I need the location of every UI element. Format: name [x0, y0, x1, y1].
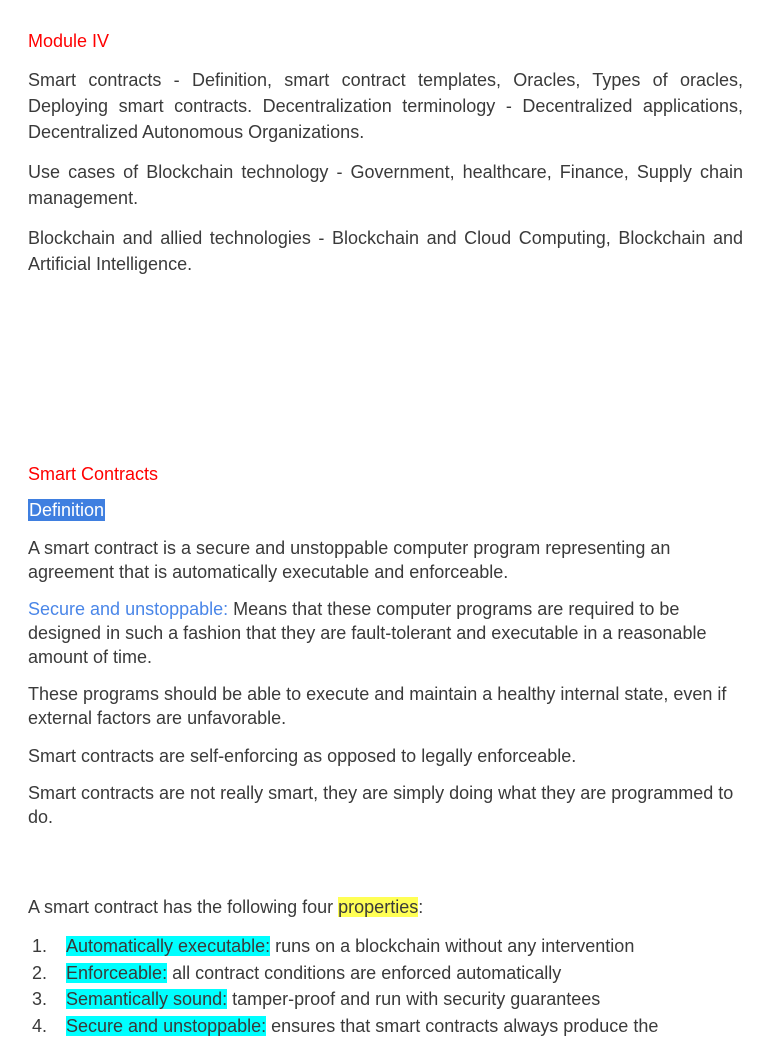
list-number: 2.: [32, 960, 47, 987]
list-item: [28, 933, 743, 960]
property-text: all contract conditions are enforced automatically: [167, 963, 561, 983]
list-number: 4.: [32, 1013, 47, 1039]
definition-heading: Definition: [28, 499, 105, 521]
property-label: Secure and unstoppable:: [66, 1016, 266, 1036]
definition-paragraph: A smart contract is a secure and unstoppable computer program representing an agreement that is automatically executable and enforceable.: [28, 536, 743, 584]
programs-paragraph: These programs should be able to execute and maintain a healthy internal state, even if external factors are unfavorable.: [28, 682, 743, 730]
list-item: [28, 1013, 743, 1039]
list-number: 3.: [32, 986, 47, 1013]
section-title-smart-contracts: Smart Contracts: [28, 463, 158, 485]
secure-label: Secure and unstoppable:: [28, 599, 228, 619]
properties-intro-after: :: [418, 897, 423, 917]
module-paragraph-3: Blockchain and allied technologies - Blockchain and Cloud Computing, Blockchain and Artificial Intelligence.: [28, 225, 743, 277]
property-text: runs on a blockchain without any intervention: [270, 936, 634, 956]
not-smart-paragraph: Smart contracts are not really smart, they are simply doing what they are programmed to do.: [28, 781, 743, 829]
list-number: 1.: [32, 933, 47, 960]
property-label: Automatically executable:: [66, 936, 270, 956]
module-paragraph-1: Smart contracts - Definition, smart contract templates, Oracles, Types of oracles, Deploying smart contracts. Decentralization terminology - Decentralized applications, Decentralized Autonomous Organizations.: [28, 67, 743, 145]
properties-intro: [28, 895, 743, 919]
module-title: Module IV: [28, 30, 109, 52]
properties-intro-before: A smart contract has the following four: [28, 897, 338, 917]
properties-list: [28, 933, 743, 1039]
list-item: [28, 986, 743, 1013]
property-text: ensures that smart contracts always produce the: [266, 1016, 658, 1036]
property-label: Enforceable:: [66, 963, 167, 983]
properties-highlight: properties: [338, 897, 418, 917]
property-label: Semantically sound:: [66, 989, 227, 1009]
property-text: tamper-proof and run with security guarantees: [227, 989, 600, 1009]
list-item: [28, 960, 743, 987]
module-paragraph-2: Use cases of Blockchain technology - Government, healthcare, Finance, Supply chain management.: [28, 159, 743, 211]
secure-text: Means that these computer programs are required to be designed in such a fashion that they are fault-tolerant and executable in a reasonable amount of time.: [28, 599, 706, 667]
self-enforcing-paragraph: Smart contracts are self-enforcing as opposed to legally enforceable.: [28, 744, 743, 768]
secure-paragraph: [28, 597, 743, 669]
